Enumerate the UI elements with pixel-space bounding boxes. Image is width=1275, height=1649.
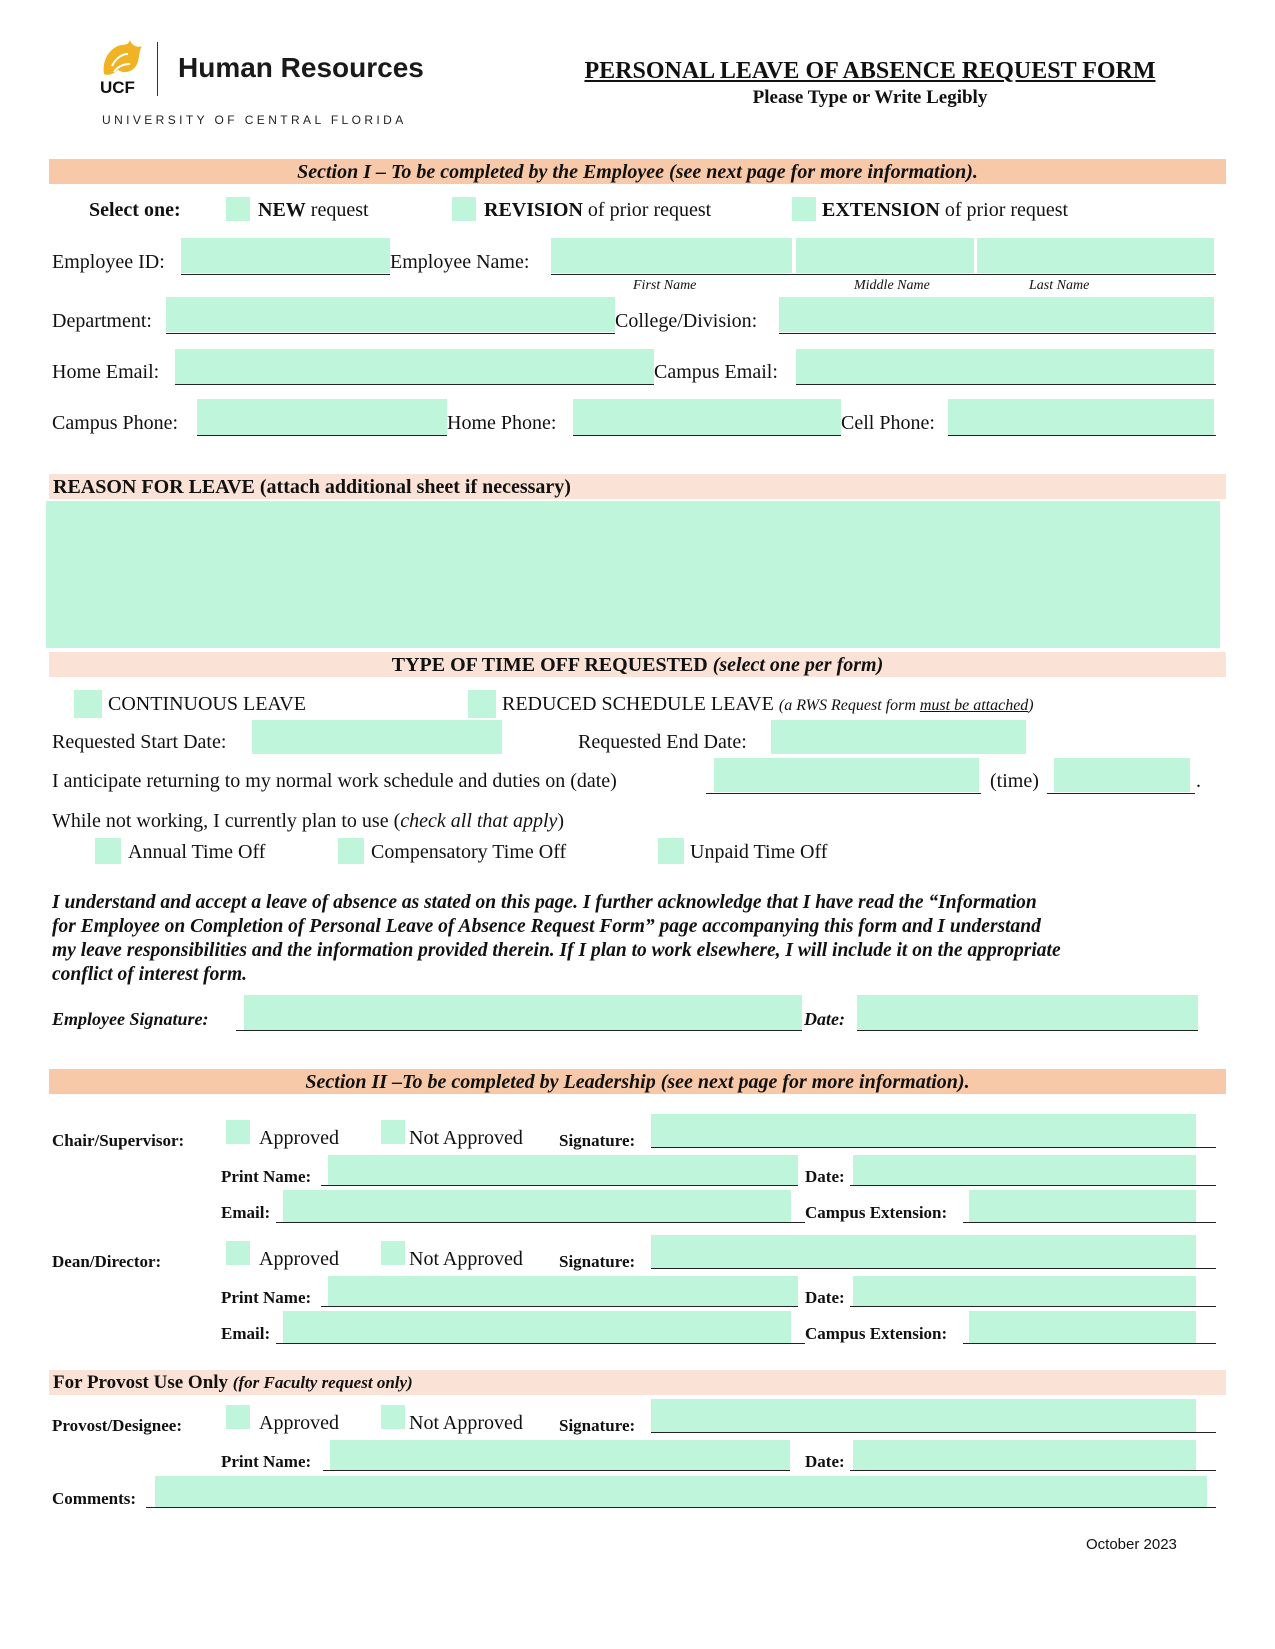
section2-heading: Section II –To be completed by Leadership (see next page for more information).	[305, 1071, 970, 1093]
home-email-field[interactable]	[175, 349, 654, 384]
comments-underline	[146, 1507, 1216, 1508]
dean-not-approved-label: Not Approved	[409, 1248, 523, 1270]
dean-print-name-underline	[321, 1306, 798, 1307]
comp-time-off-checkbox[interactable]	[338, 838, 364, 864]
start-date-label: Requested Start Date:	[52, 731, 227, 753]
return-time-field[interactable]	[1054, 758, 1190, 792]
chair-email-label: Email:	[221, 1203, 271, 1222]
employee-id-label: Employee ID:	[52, 251, 165, 273]
footer-date: October 2023	[1086, 1536, 1177, 1553]
form-title: PERSONAL LEAVE OF ABSENCE REQUEST FORM	[584, 58, 1156, 84]
start-date-field[interactable]	[252, 720, 502, 754]
chair-date-underline	[850, 1185, 1216, 1186]
provost-date-field[interactable]	[853, 1440, 1196, 1470]
dean-signature-underline	[651, 1268, 1216, 1269]
chair-supervisor-label: Chair/Supervisor:	[52, 1131, 185, 1150]
department-label: Department:	[52, 310, 152, 332]
provost-signature-underline	[651, 1432, 1216, 1433]
anticipate-label: I anticipate returning to my normal work schedule and duties on (date)	[52, 770, 617, 792]
dean-signature-label: Signature:	[559, 1252, 636, 1271]
employee-date-field[interactable]	[857, 995, 1198, 1030]
select-one-label: Select one:	[89, 199, 181, 221]
chair-signature-underline	[651, 1147, 1216, 1148]
logo-university: UNIVERSITY OF CENTRAL FLORIDA	[102, 113, 407, 127]
dean-approved-label: Approved	[259, 1248, 339, 1270]
first-name-caption: First Name	[633, 278, 697, 293]
chair-approved-label: Approved	[259, 1127, 339, 1149]
chair-date-label: Date:	[805, 1167, 845, 1186]
end-date-field[interactable]	[771, 720, 1026, 754]
provost-not-approved-checkbox[interactable]	[381, 1405, 405, 1429]
home-phone-field[interactable]	[573, 399, 841, 435]
dean-date-label: Date:	[805, 1288, 845, 1307]
extension-request-checkbox[interactable]	[792, 197, 816, 221]
dean-approved-checkbox[interactable]	[226, 1241, 250, 1265]
first-name-field[interactable]	[551, 238, 792, 273]
section1-heading: Section I – To be completed by the Employee (see next page for more information).	[297, 161, 978, 183]
continuous-leave-label: CONTINUOUS LEAVE	[108, 693, 306, 715]
chair-approved-checkbox[interactable]	[226, 1120, 250, 1144]
reason-textarea[interactable]	[46, 501, 1220, 648]
time-label: (time)	[990, 770, 1039, 792]
continuous-leave-checkbox[interactable]	[74, 690, 102, 718]
employee-id-underline	[181, 274, 390, 275]
return-date-field[interactable]	[714, 758, 979, 792]
chair-campus-extension-label: Campus Extension:	[805, 1203, 948, 1222]
employee-date-underline	[857, 1030, 1198, 1031]
comp-time-off-label: Compensatory Time Off	[371, 841, 567, 863]
provost-not-approved-label: Not Approved	[409, 1412, 523, 1434]
dean-campus-extension-label: Campus Extension:	[805, 1324, 948, 1343]
return-time-underline	[1047, 793, 1195, 794]
home-phone-underline	[573, 435, 841, 436]
reason-heading: REASON FOR LEAVE (attach additional sheet if necessary)	[53, 476, 571, 498]
employee-signature-label: Employee Signature:	[52, 1009, 209, 1029]
college-division-field[interactable]	[779, 297, 1214, 332]
time-period: .	[1196, 770, 1201, 792]
chair-print-name-underline	[321, 1185, 798, 1186]
chair-print-name-field[interactable]	[328, 1155, 798, 1185]
form-subtitle: Please Type or Write Legibly	[752, 87, 988, 108]
cell-phone-label: Cell Phone:	[841, 412, 935, 434]
acknowledgement-line-4: conflict of interest form.	[52, 964, 247, 985]
revision-request-label: REVISION of prior request	[484, 199, 712, 221]
reduced-schedule-label: REDUCED SCHEDULE LEAVE (a RWS Request form must be attached)	[502, 693, 1034, 715]
provost-heading: For Provost Use Only (for Faculty request only)	[53, 1372, 413, 1393]
home-email-underline	[175, 384, 654, 385]
chair-print-name-label: Print Name:	[221, 1167, 312, 1186]
chair-signature-label: Signature:	[559, 1131, 636, 1150]
campus-phone-field[interactable]	[197, 399, 447, 435]
plan-label: While not working, I currently plan to use (check all that apply)	[52, 810, 565, 832]
new-request-checkbox[interactable]	[226, 197, 250, 221]
campus-phone-label: Campus Phone:	[52, 412, 179, 434]
chair-campus-extension-underline	[963, 1222, 1216, 1223]
provost-print-name-label: Print Name:	[221, 1452, 312, 1471]
employee-name-label: Employee Name:	[390, 251, 530, 273]
return-date-underline	[706, 793, 981, 794]
timeoff-heading: TYPE OF TIME OFF REQUESTED (select one per form)	[391, 654, 884, 676]
department-underline	[166, 333, 615, 334]
annual-time-off-label: Annual Time Off	[128, 841, 266, 863]
middle-name-field[interactable]	[796, 238, 974, 273]
dean-print-name-field[interactable]	[328, 1276, 798, 1306]
dean-not-approved-checkbox[interactable]	[381, 1241, 405, 1265]
logo-abbr: UCF	[100, 78, 135, 97]
home-email-label: Home Email:	[52, 361, 160, 383]
provost-designee-label: Provost/Designee:	[52, 1416, 182, 1435]
pegasus-icon	[98, 36, 144, 78]
campus-email-underline	[796, 384, 1216, 385]
department-field[interactable]	[166, 297, 615, 332]
chair-not-approved-label: Not Approved	[409, 1127, 523, 1149]
campus-phone-underline	[197, 435, 447, 436]
dean-date-underline	[850, 1306, 1216, 1307]
logo-department: Human Resources	[178, 52, 424, 83]
home-phone-label: Home Phone:	[447, 412, 557, 434]
acknowledgement-line-2: for Employee on Completion of Personal Leave of Absence Request Form” page accompanying this form and I understand	[52, 916, 1041, 937]
extension-request-label: EXTENSION of prior request	[822, 199, 1069, 221]
last-name-field[interactable]	[977, 238, 1214, 273]
unpaid-time-off-checkbox[interactable]	[658, 838, 684, 864]
employee-signature-field[interactable]	[244, 995, 802, 1030]
last-name-caption: Last Name	[1029, 278, 1090, 293]
cell-phone-underline	[948, 435, 1216, 436]
dean-campus-extension-underline	[963, 1343, 1216, 1344]
acknowledgement-line-1: I understand and accept a leave of absence as stated on this page. I further acknowledge that I have read the “Information	[52, 892, 1037, 913]
employee-signature-underline	[236, 1030, 802, 1031]
dean-email-label: Email:	[221, 1324, 271, 1343]
revision-request-checkbox[interactable]	[452, 197, 476, 221]
chair-campus-extension-field[interactable]	[969, 1190, 1196, 1222]
provost-signature-label: Signature:	[559, 1416, 636, 1435]
acknowledgement-line-3: my leave responsibilities and the information provided therein. If I plan to work elsewhere, I will include it on the appropriate	[52, 940, 1061, 961]
comments-field[interactable]	[155, 1476, 1207, 1507]
college-division-label: College/Division:	[615, 310, 758, 332]
chair-not-approved-checkbox[interactable]	[381, 1120, 405, 1144]
logo-divider	[157, 42, 158, 96]
college-division-underline	[779, 333, 1216, 334]
chair-signature-field[interactable]	[651, 1114, 1196, 1147]
campus-email-field[interactable]	[796, 349, 1214, 384]
annual-time-off-checkbox[interactable]	[95, 838, 121, 864]
employee-name-underline	[551, 274, 1216, 275]
dean-email-underline	[276, 1343, 805, 1344]
employee-date-label: Date:	[804, 1009, 845, 1029]
unpaid-time-off-label: Unpaid Time Off	[690, 841, 828, 863]
provost-date-label: Date:	[805, 1452, 845, 1471]
chair-email-field[interactable]	[283, 1190, 791, 1222]
provost-approved-label: Approved	[259, 1412, 339, 1434]
new-request-label: NEW request	[258, 199, 369, 221]
dean-email-field[interactable]	[283, 1311, 791, 1343]
provost-approved-checkbox[interactable]	[226, 1405, 250, 1429]
comments-label: Comments:	[52, 1489, 137, 1508]
provost-date-underline	[850, 1470, 1216, 1471]
chair-email-underline	[276, 1222, 805, 1223]
dean-print-name-label: Print Name:	[221, 1288, 312, 1307]
provost-signature-field[interactable]	[651, 1399, 1196, 1432]
dean-date-field[interactable]	[853, 1276, 1196, 1306]
provost-print-name-underline	[323, 1470, 790, 1471]
dean-director-label: Dean/Director:	[52, 1252, 162, 1271]
cell-phone-field[interactable]	[948, 399, 1214, 435]
end-date-label: Requested End Date:	[578, 731, 747, 753]
campus-email-label: Campus Email:	[654, 361, 778, 383]
dean-signature-field[interactable]	[651, 1235, 1196, 1268]
middle-name-caption: Middle Name	[854, 278, 930, 293]
chair-date-field[interactable]	[853, 1155, 1196, 1185]
dean-campus-extension-field[interactable]	[969, 1311, 1196, 1343]
employee-id-field[interactable]	[181, 238, 390, 273]
reduced-schedule-checkbox[interactable]	[468, 690, 496, 718]
provost-print-name-field[interactable]	[330, 1440, 790, 1470]
